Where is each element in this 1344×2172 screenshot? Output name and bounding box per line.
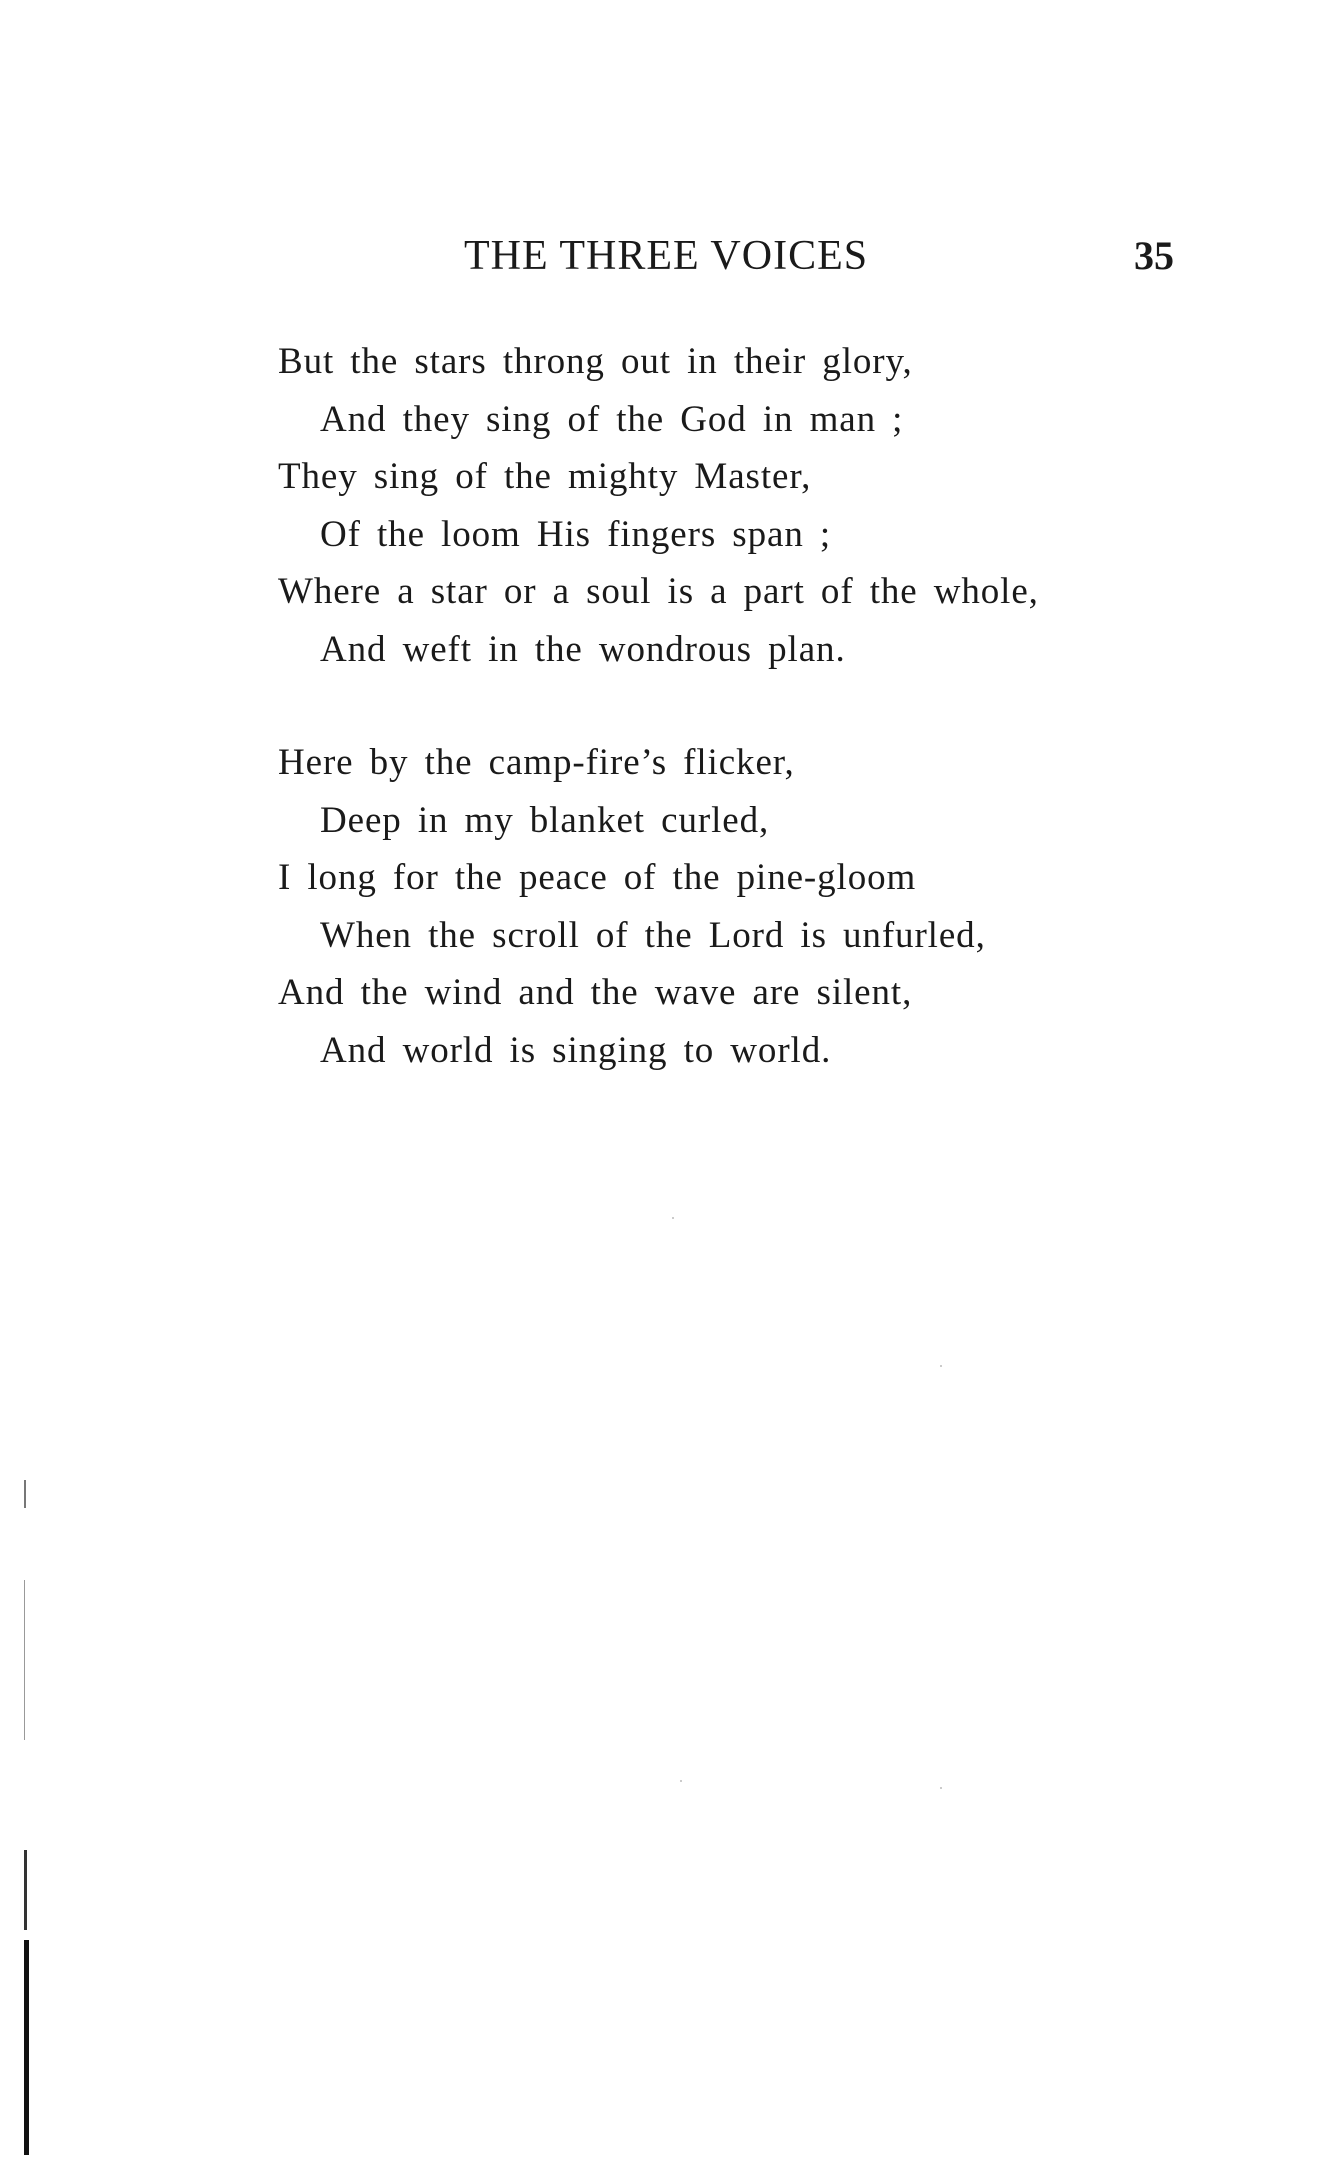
binding-edge-mark [24,1850,27,1930]
page-number: 35 [1134,233,1174,278]
poem-line: And world is singing to world. [320,1029,832,1071]
paper-speck [680,1780,682,1782]
poem-line: But the stars throng out in their glory, [278,341,913,382]
stanza-1 [278,333,1238,678]
paper-speck [940,1787,942,1789]
poem-line: Here by the camp-fire’s flicker, [278,742,795,783]
stanza-2 [278,734,1238,1079]
poem-line: Of the loom His fingers span ; [320,513,832,555]
poem-line: And weft in the wondrous plan. [320,628,846,670]
binding-edge-mark [24,1480,26,1508]
poem-line: And the wind and the wave are silent, [278,972,913,1013]
poem-line: I long for the peace of the pine-gloom [278,857,917,898]
running-title: THE THREE VOICES [464,233,869,279]
binding-edge-mark [24,1940,29,2155]
paper-speck [940,1365,942,1367]
paper-speck [672,1217,674,1219]
poem-body [278,333,1238,1135]
page-header [0,232,1344,292]
poem-line: And they sing of the God in man ; [320,398,904,440]
poem-line: When the scroll of the Lord is unfurled, [320,914,986,956]
binding-edge-mark [24,1580,25,1740]
poem-line: Where a star or a soul is a part of the whole, [278,571,1039,612]
poem-line: They sing of the mighty Master, [278,456,812,497]
poem-line: Deep in my blanket curled, [320,799,770,841]
